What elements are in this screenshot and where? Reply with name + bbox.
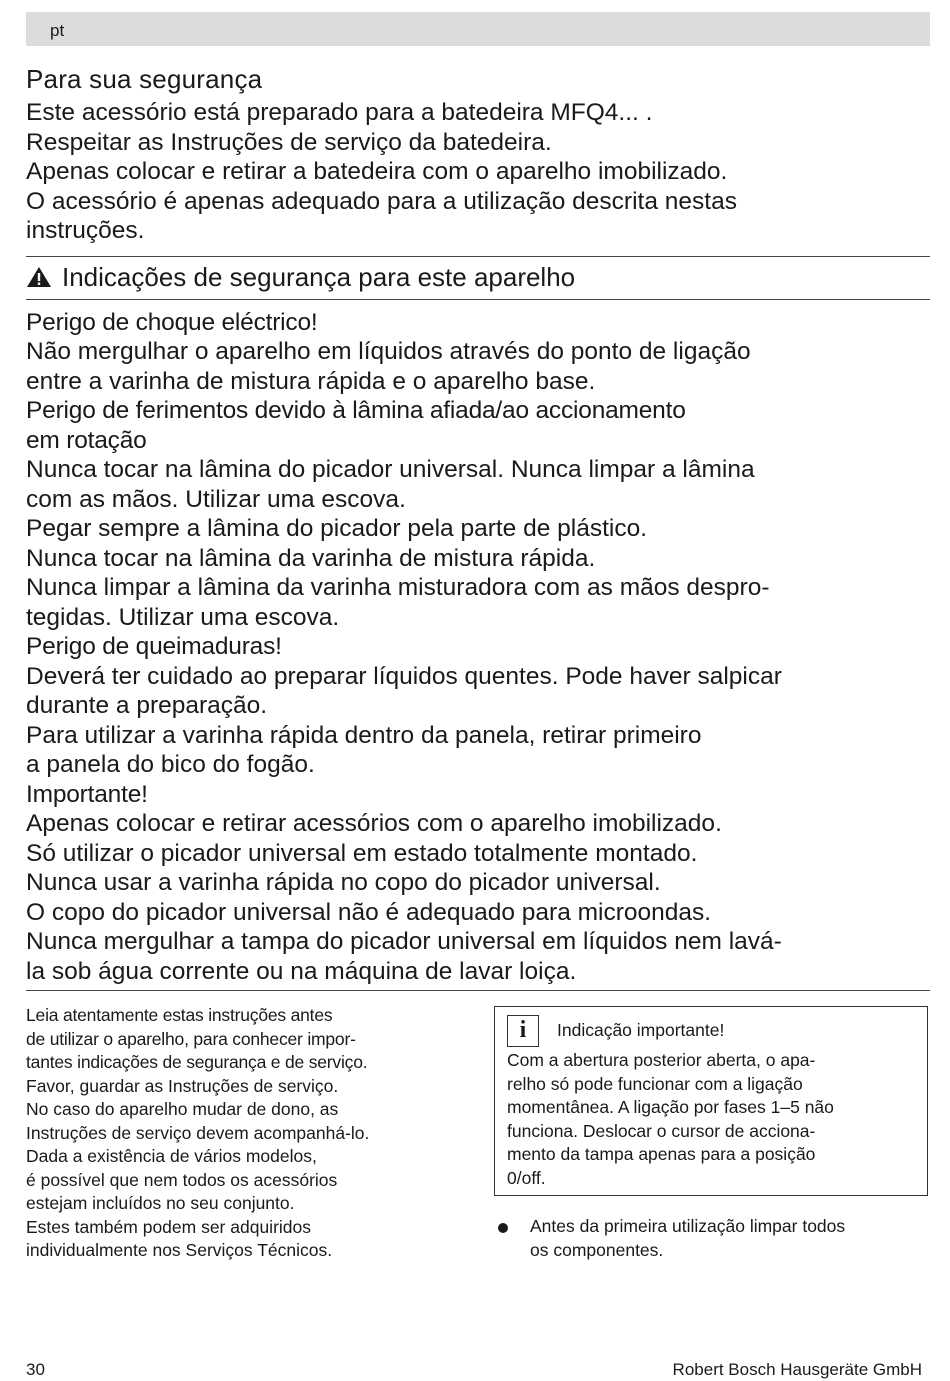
bullet-line: Antes da primeira utilização limpar todos	[530, 1216, 846, 1236]
warnings-title: Indicações de segurança para este aparelho	[62, 261, 576, 292]
note-line: momentânea. A ligação por fases 1–5 não	[507, 1097, 834, 1117]
injury-title: Perigo de ferimentos devido à lâmina afiada/ao accionamento	[26, 397, 686, 424]
safety-title: Para sua segurança	[26, 64, 263, 94]
important-line: O copo do picador universal não é adequado para microondas.	[26, 898, 712, 926]
burn-title: Perigo de queimaduras!	[26, 633, 282, 660]
injury-line: Nunca tocar na lâmina do picador universal. Nunca limpar a lâmina	[26, 456, 755, 483]
note-line: funciona. Deslocar o cursor de acciona-	[507, 1120, 816, 1141]
injury-line: tegidas. Utilizar uma escova.	[26, 603, 340, 631]
safety-line: instruções.	[26, 217, 145, 244]
read-instructions-line: Estes também podem ser adquiridos	[26, 1216, 311, 1237]
safety-line: Respeitar as Instruções de serviço da batedeira.	[26, 128, 552, 156]
injury-title-cont: em rotação	[26, 426, 147, 454]
important-note-box	[494, 1006, 928, 1196]
shock-line: entre a varinha de mistura rápida e o aparelho base.	[26, 367, 596, 395]
bullet-line: os componentes.	[530, 1239, 664, 1260]
read-instructions-line: Instruções de serviço devem acompanhá-lo.	[26, 1122, 370, 1143]
important-line: Só utilizar o picador universal em estado totalmente montado.	[26, 839, 698, 867]
company-name: Robert Bosch Hausgeräte GmbH	[672, 1360, 922, 1379]
note-line: Com a abertura posterior aberta, o apa-	[507, 1050, 816, 1070]
read-instructions-column	[26, 1004, 476, 1263]
warning-triangle-icon	[26, 263, 62, 291]
safety-line: Este acessório está preparado para a batedeira MFQ4... .	[26, 99, 653, 126]
injury-line: Nunca tocar na lâmina da varinha de mistura rápida.	[26, 544, 596, 572]
injury-line: Pegar sempre a lâmina do picador pela parte de plástico.	[26, 515, 648, 542]
main-content	[26, 62, 930, 986]
burn-line: Deverá ter cuidado ao preparar líquidos quentes. Pode haver salpicar	[26, 662, 782, 690]
warnings-header	[26, 256, 930, 300]
burn-line: Para utilizar a varinha rápida dentro da panela, retirar primeiro	[26, 721, 702, 749]
burn-line: a panela do bico do fogão.	[26, 751, 315, 778]
off-position-label: 0/off	[507, 1167, 541, 1188]
important-title: Importante!	[26, 780, 148, 808]
injury-line: com as mãos. Utilizar uma escova.	[26, 485, 406, 513]
read-instructions-bold-line: tantes indicações de segurança e de serviço.	[26, 1052, 368, 1072]
read-instructions-bold-line: de utilizar o aparelho, para conhecer impor-	[26, 1028, 356, 1049]
shock-line: Não mergulhar o aparelho em líquidos através do ponto de ligação	[26, 338, 751, 365]
note-line: relho só pode funcionar com a ligação	[507, 1073, 803, 1094]
read-instructions-line: individualmente nos Serviços Técnicos.	[26, 1240, 333, 1260]
read-instructions-line: estejam incluídos no seu conjunto.	[26, 1193, 295, 1213]
safety-line: O acessório é apenas adequado para a utilização descrita nestas	[26, 187, 737, 215]
read-instructions-line: No caso do aparelho mudar de dono, as	[26, 1099, 339, 1119]
note-title: Indicação importante!	[557, 1020, 725, 1041]
shock-title: Perigo de choque eléctrico!	[26, 308, 318, 336]
important-line: la sob água corrente ou na máquina de lavar loiça.	[26, 957, 577, 985]
section-divider	[26, 990, 930, 991]
injury-line: Nunca limpar a lâmina da varinha misturadora com as mãos despro-	[26, 574, 770, 601]
note-line: mento da tampa apenas para a posição	[507, 1144, 816, 1164]
language-bar	[26, 12, 930, 46]
read-instructions-line: Favor, guardar as Instruções de serviço.	[26, 1075, 339, 1096]
read-instructions-line: é possível que nem todos os acessórios	[26, 1169, 338, 1190]
info-icon: i	[507, 1015, 539, 1047]
note-line-end: .	[540, 1167, 546, 1188]
bullet-icon	[498, 1223, 508, 1233]
important-line: Apenas colocar e retirar acessórios com o aparelho imobilizado.	[26, 810, 722, 837]
read-instructions-bold-line: Leia atentamente estas instruções antes	[26, 1005, 333, 1025]
safety-line: Apenas colocar e retirar a batedeira com o aparelho imobilizado.	[26, 158, 728, 185]
note-line-last	[507, 1167, 915, 1191]
important-line: Nunca mergulhar a tampa do picador universal em líquidos nem lavá-	[26, 928, 782, 955]
important-line: Nunca usar a varinha rápida no copo do picador universal.	[26, 869, 661, 896]
burn-line: durante a preparação.	[26, 692, 268, 719]
page-number: 30	[26, 1360, 45, 1379]
read-instructions-line: Dada a existência de vários modelos,	[26, 1146, 317, 1166]
language-code: pt	[50, 21, 65, 40]
bullet-item	[498, 1215, 928, 1262]
note-header	[507, 1015, 915, 1047]
